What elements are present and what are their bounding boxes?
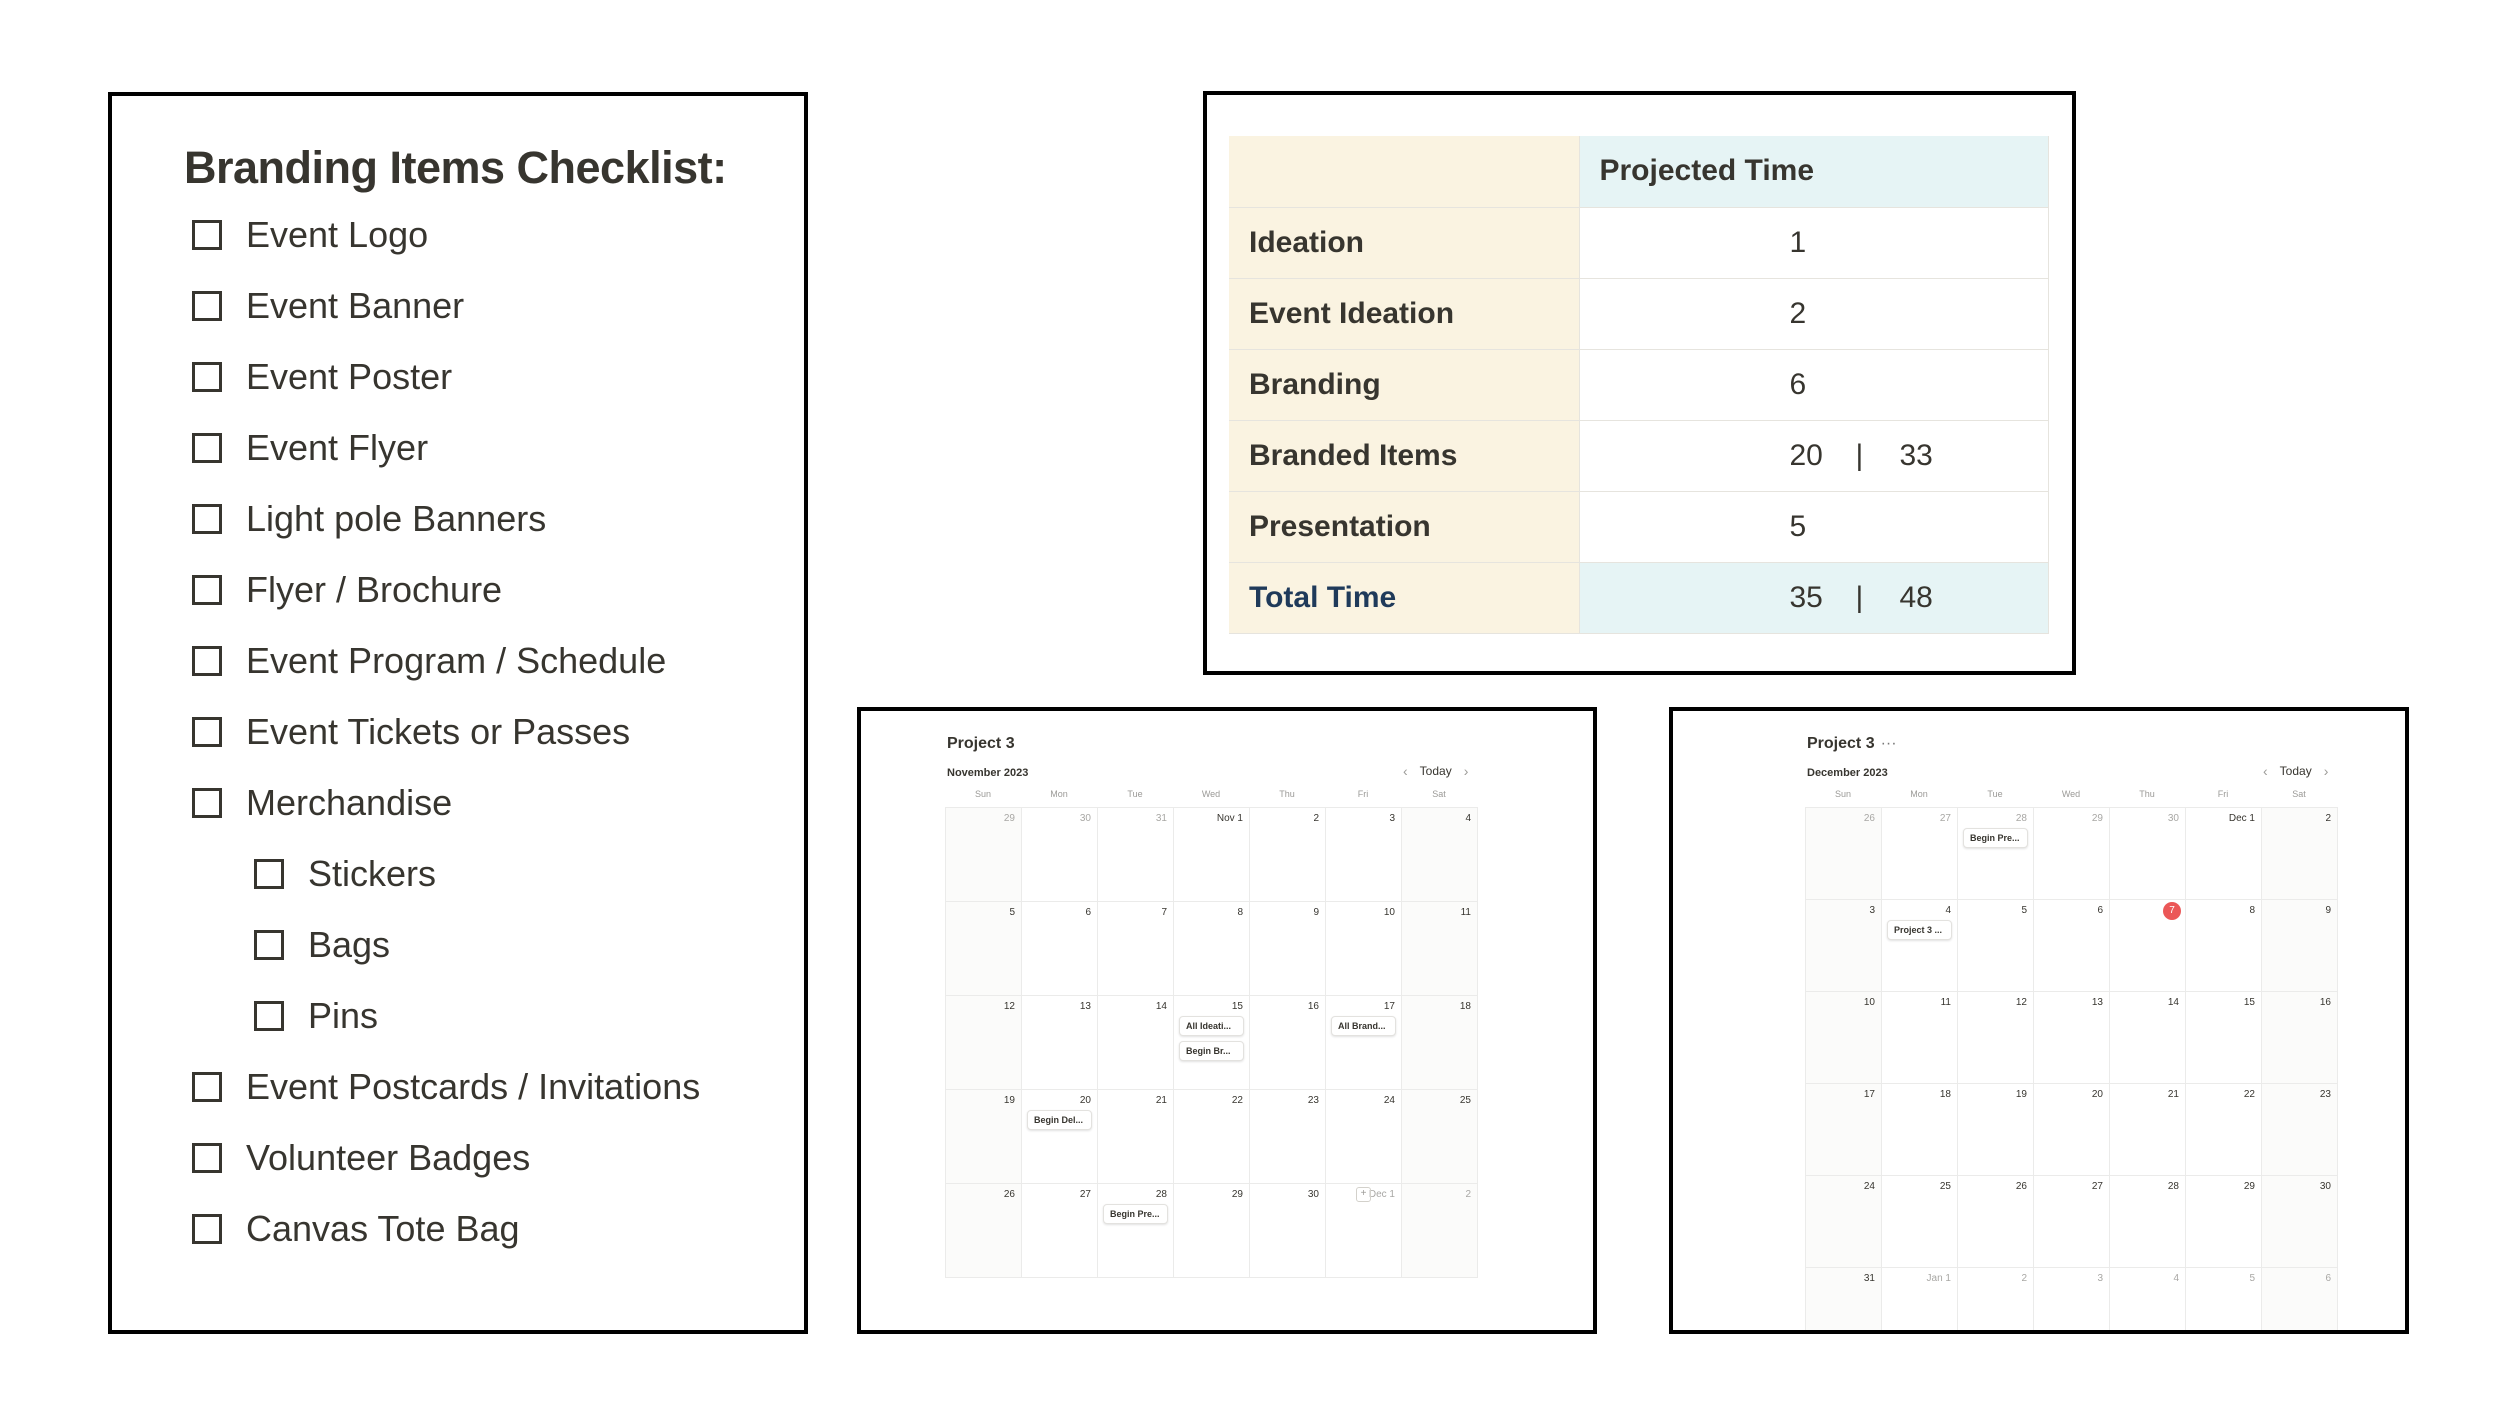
calendar-day[interactable]: [1098, 1090, 1174, 1184]
calendar-event[interactable]: All Brand...: [1331, 1016, 1396, 1036]
day-number: Dec 1: [1368, 1189, 1395, 1200]
calendar-event[interactable]: Begin Del...: [1027, 1110, 1092, 1130]
calendar-week: [946, 808, 1478, 902]
calendar-day[interactable]: [1022, 996, 1098, 1090]
day-number: 7: [1161, 907, 1167, 918]
checkbox[interactable]: [192, 575, 222, 605]
checklist-item: [254, 844, 436, 904]
calendar-day[interactable]: [2110, 1176, 2186, 1268]
calendar-day[interactable]: [2262, 992, 2338, 1084]
calendar-day[interactable]: [1250, 808, 1326, 902]
calendar-day[interactable]: [2262, 1176, 2338, 1268]
day-number: 2: [1465, 1189, 1471, 1200]
calendar-day[interactable]: [2262, 900, 2338, 992]
checkbox[interactable]: [254, 859, 284, 889]
calendar-title-text: Project 3: [947, 735, 1015, 752]
checklist-item: [192, 560, 502, 620]
checkbox[interactable]: [192, 220, 222, 250]
calendar-week: [946, 902, 1478, 996]
calendar-day[interactable]: [1402, 808, 1478, 902]
today-button[interactable]: Today: [1419, 764, 1452, 778]
today-button[interactable]: Today: [2279, 764, 2312, 778]
day-number: 24: [1863, 1181, 1875, 1192]
weekday-label: Wed: [2061, 789, 2081, 799]
checkbox[interactable]: [192, 362, 222, 392]
day-number: Nov 1: [1216, 813, 1243, 824]
day-number: 16: [2319, 997, 2331, 1008]
day-number: 3: [1869, 905, 1875, 916]
more-icon[interactable]: ···: [1880, 735, 1897, 752]
calendar-day[interactable]: [1174, 1184, 1250, 1278]
checklist-item-label: Event Poster: [246, 356, 453, 397]
projected-time-panel: [1203, 91, 2076, 675]
checklist-item-label: Event Banner: [246, 285, 465, 326]
checklist-item-label: Event Postcards / Invitations: [246, 1066, 701, 1107]
calendar-day[interactable]: [2034, 1176, 2110, 1268]
weekday-label: Tue: [1127, 789, 1143, 799]
day-number: 6: [1085, 907, 1091, 918]
chevron-left-icon[interactable]: ‹: [2263, 763, 2268, 779]
calendar-event[interactable]: All Ideati...: [1179, 1016, 1244, 1036]
checkbox[interactable]: [192, 504, 222, 534]
checklist-item-label: Volunteer Badges: [246, 1137, 531, 1178]
table-row: [1229, 420, 2048, 491]
row-value: [1579, 491, 2048, 562]
day-number: 2: [1313, 813, 1319, 824]
chevron-right-icon[interactable]: ›: [1463, 763, 1469, 779]
row-label: Branding: [1229, 349, 1579, 420]
calendar-day[interactable]: [1402, 996, 1478, 1090]
time-value-alt: 48: [1899, 580, 1933, 614]
calendar-day[interactable]: [1022, 1090, 1098, 1184]
checklist-item: [192, 631, 666, 691]
calendar-day[interactable]: [2262, 1268, 2338, 1334]
checklist-item-label: Event Tickets or Passes: [246, 711, 631, 752]
calendar-day[interactable]: [1882, 992, 1958, 1084]
calendar-day[interactable]: [2110, 1268, 2186, 1334]
calendar-day[interactable]: [1174, 808, 1250, 902]
day-number: 14: [1155, 1001, 1167, 1012]
calendar-day[interactable]: [1806, 1084, 1882, 1176]
day-number: 6: [2097, 905, 2103, 916]
calendar-day[interactable]: [1022, 808, 1098, 902]
calendar-day[interactable]: [1098, 996, 1174, 1090]
value-separator: |: [1855, 580, 1864, 614]
calendar-day[interactable]: [1402, 902, 1478, 996]
weekday-label: Mon: [1050, 789, 1068, 799]
calendar-grid: [945, 807, 1478, 1278]
value-group: [1580, 368, 2048, 402]
calendar-event[interactable]: Begin Br...: [1179, 1041, 1244, 1061]
day-number: 25: [1939, 1181, 1951, 1192]
calendar-event[interactable]: Project 3 ...: [1887, 920, 1952, 940]
calendar-day[interactable]: [1250, 902, 1326, 996]
checkbox[interactable]: [192, 1072, 222, 1102]
calendar-day[interactable]: [2034, 808, 2110, 900]
calendar-day[interactable]: [1098, 1184, 1174, 1278]
calendar-day[interactable]: [1958, 900, 2034, 992]
day-number: 31: [1863, 1273, 1875, 1284]
checklist-item-label: Merchandise: [246, 782, 453, 823]
day-number: 30: [1079, 813, 1091, 824]
day-number: 19: [2015, 1089, 2027, 1100]
weekday-label: Sat: [2292, 789, 2306, 799]
calendar-week: [946, 1184, 1478, 1278]
calendar-day[interactable]: [2110, 900, 2186, 992]
calendar-day[interactable]: [1806, 900, 1882, 992]
checklist-item: [254, 986, 378, 1046]
checkbox[interactable]: [192, 433, 222, 463]
day-number: Dec 1: [2228, 813, 2255, 824]
calendar-day[interactable]: [1882, 1176, 1958, 1268]
weekday-label: Wed: [1201, 789, 1221, 799]
checklist-item-label: Light pole Banners: [246, 498, 547, 539]
day-number: 5: [2249, 1273, 2255, 1284]
day-number: 24: [1383, 1095, 1395, 1106]
calendar-day[interactable]: [1326, 1184, 1402, 1278]
checklist-item-label: Stickers: [308, 853, 437, 894]
calendar-title: [947, 735, 1021, 753]
day-number: 11: [1940, 997, 1951, 1008]
weekday-label: Fri: [2217, 789, 2229, 799]
checkbox[interactable]: [192, 1214, 222, 1244]
checklist-item-label: Event Flyer: [246, 427, 429, 468]
value-group: [1580, 581, 2048, 615]
calendar-day[interactable]: [1250, 996, 1326, 1090]
checklist-item: [192, 489, 546, 549]
calendar-day[interactable]: [1098, 902, 1174, 996]
weekday-label: Fri: [1357, 789, 1369, 799]
calendar-day[interactable]: [1326, 902, 1402, 996]
day-number: 30: [1307, 1189, 1319, 1200]
day-number: 26: [1003, 1189, 1015, 1200]
calendar-day[interactable]: [946, 1090, 1022, 1184]
day-number: 28: [2167, 1181, 2179, 1192]
calendar-nav: [2263, 763, 2328, 779]
day-number: 28: [1155, 1189, 1167, 1200]
table-row: [1229, 491, 2048, 562]
weekday-label: Sun: [974, 789, 991, 799]
day-number: 8: [2249, 905, 2255, 916]
checklist-item: [192, 1057, 700, 1117]
calendar-november: [857, 707, 1597, 1334]
calendar-day[interactable]: [2262, 808, 2338, 900]
calendar-week: [946, 996, 1478, 1090]
calendar-day[interactable]: [1174, 1090, 1250, 1184]
calendar-day[interactable]: [1174, 996, 1250, 1090]
day-number: 28: [2015, 813, 2027, 824]
checkbox[interactable]: [192, 291, 222, 321]
day-number: 27: [1939, 813, 1951, 824]
table-row: [1229, 349, 2048, 420]
calendar-day[interactable]: [1806, 1176, 1882, 1268]
day-number: 20: [1079, 1095, 1091, 1106]
day-number: 4: [1945, 905, 1951, 916]
day-number: 15: [2243, 997, 2255, 1008]
calendar-week: [1806, 1176, 2338, 1268]
calendar-day[interactable]: [2186, 992, 2262, 1084]
day-number: 20: [2091, 1089, 2103, 1100]
day-number: 4: [2173, 1273, 2179, 1284]
checklist-item-label: Bags: [308, 924, 391, 965]
day-number: 6: [2325, 1273, 2331, 1284]
calendar-day[interactable]: [1806, 1268, 1882, 1334]
calendar-day[interactable]: [1806, 808, 1882, 900]
day-number: 31: [1155, 813, 1167, 824]
projected-time-table: [1229, 136, 2049, 634]
calendar-day[interactable]: [2110, 992, 2186, 1084]
row-label: Total Time: [1229, 562, 1579, 633]
calendar-event[interactable]: Begin Pre...: [1963, 828, 2028, 848]
checklist-item: [192, 418, 428, 478]
calendar-day[interactable]: [2034, 992, 2110, 1084]
day-number: 5: [2021, 905, 2027, 916]
calendar-day[interactable]: [1958, 1084, 2034, 1176]
checklist-item: [192, 773, 452, 833]
calendar-event[interactable]: Begin Pre...: [1103, 1204, 1168, 1224]
calendar-week: [946, 1090, 1478, 1184]
day-number: 8: [1237, 907, 1243, 918]
row-label: Event Ideation: [1229, 278, 1579, 349]
calendar-day[interactable]: [1806, 992, 1882, 1084]
calendar-day[interactable]: [1958, 1176, 2034, 1268]
calendar-day[interactable]: [2186, 1268, 2262, 1334]
day-number: 23: [2319, 1089, 2331, 1100]
checklist-item: [254, 915, 390, 975]
day-number: 5: [1009, 907, 1015, 918]
calendar-day[interactable]: [1174, 902, 1250, 996]
chevron-left-icon[interactable]: ‹: [1403, 763, 1408, 779]
calendar-day[interactable]: [1402, 1184, 1478, 1278]
day-number: 27: [2091, 1181, 2103, 1192]
value-separator: |: [1855, 438, 1864, 472]
calendar-day[interactable]: [1326, 808, 1402, 902]
chevron-right-icon[interactable]: ›: [2323, 763, 2329, 779]
day-number: 12: [2015, 997, 2027, 1008]
calendar-month-label: December 2023: [1807, 767, 1888, 779]
checkbox[interactable]: [254, 1001, 284, 1031]
day-number: 26: [2015, 1181, 2027, 1192]
calendar-day[interactable]: [2186, 808, 2262, 900]
checklist-item: [192, 1128, 530, 1188]
day-number: 18: [1939, 1089, 1951, 1100]
day-number: 19: [1003, 1095, 1015, 1106]
calendar-day[interactable]: [2034, 900, 2110, 992]
day-number: 10: [1383, 907, 1395, 918]
branding-checklist-panel: [108, 92, 808, 1334]
calendar-day[interactable]: [1326, 996, 1402, 1090]
day-number: 27: [1079, 1189, 1091, 1200]
header-empty-cell: [1229, 136, 1579, 207]
calendar-day[interactable]: [2034, 1084, 2110, 1176]
calendar-day[interactable]: [2262, 1084, 2338, 1176]
row-label: Branded Items: [1229, 420, 1579, 491]
calendar-day[interactable]: [1882, 900, 1958, 992]
checklist-item: [192, 347, 452, 407]
table-row: [1229, 278, 2048, 349]
day-number: 30: [2319, 1181, 2331, 1192]
day-number: 9: [2325, 905, 2331, 916]
calendar-day[interactable]: [946, 808, 1022, 902]
checkbox[interactable]: [192, 646, 222, 676]
calendar-day[interactable]: [1958, 992, 2034, 1084]
calendar-day[interactable]: [946, 996, 1022, 1090]
row-value: [1579, 349, 2048, 420]
calendar-day[interactable]: [1958, 1268, 2034, 1334]
day-number: 29: [1003, 813, 1015, 824]
calendar-title-text: Project 3: [1807, 735, 1875, 752]
calendar-day[interactable]: [2186, 1176, 2262, 1268]
calendar-day[interactable]: [1250, 1090, 1326, 1184]
checkbox[interactable]: [254, 930, 284, 960]
day-number: 2: [2021, 1273, 2027, 1284]
weekday-label: Mon: [1910, 789, 1928, 799]
checkbox[interactable]: [192, 788, 222, 818]
calendar-day[interactable]: [1022, 902, 1098, 996]
calendar-day[interactable]: [2186, 900, 2262, 992]
calendar-day[interactable]: [1958, 808, 2034, 900]
day-number: 7: [2163, 902, 2181, 920]
day-number: 17: [1863, 1089, 1875, 1100]
calendar-week: [1806, 992, 2338, 1084]
weekday-header: [945, 789, 1477, 799]
day-number: 23: [1307, 1095, 1319, 1106]
day-number: 18: [1459, 1001, 1471, 1012]
value-group: [1580, 439, 2048, 473]
time-value: 20: [1789, 438, 1823, 472]
row-label: Ideation: [1229, 207, 1579, 278]
row-value: [1579, 420, 2048, 491]
row-label: Presentation: [1229, 491, 1579, 562]
day-number: 3: [1389, 813, 1395, 824]
row-value: [1579, 207, 2048, 278]
calendar-day[interactable]: [946, 1184, 1022, 1278]
day-number: Jan 1: [1926, 1273, 1951, 1284]
row-value: [1579, 562, 2048, 633]
table-header-row: [1229, 136, 2048, 207]
checklist-item-label: Flyer / Brochure: [246, 569, 503, 610]
checklist-item: [192, 1199, 520, 1259]
calendar-day[interactable]: [1022, 1184, 1098, 1278]
day-number: 14: [2167, 997, 2179, 1008]
day-number: 26: [1863, 813, 1875, 824]
calendar-week: [1806, 1268, 2338, 1334]
checkbox[interactable]: [192, 1143, 222, 1173]
day-number: 12: [1003, 1001, 1015, 1012]
calendar-day[interactable]: [1402, 1090, 1478, 1184]
checklist-title: Branding Items Checklist:: [184, 142, 727, 193]
day-number: 29: [1231, 1189, 1243, 1200]
calendar-day[interactable]: [1098, 808, 1174, 902]
day-number: 30: [2167, 813, 2179, 824]
time-value: 35: [1789, 580, 1823, 614]
calendar-day[interactable]: [2186, 1084, 2262, 1176]
day-number: 25: [1459, 1095, 1471, 1106]
add-event-icon[interactable]: +: [1356, 1187, 1371, 1202]
day-number: 4: [1465, 813, 1471, 824]
calendar-week: [1806, 900, 2338, 992]
checklist-item-label: Event Program / Schedule: [246, 640, 667, 681]
weekday-label: Sat: [1432, 789, 1446, 799]
day-number: 13: [2091, 997, 2103, 1008]
weekday-label: Sun: [1834, 789, 1851, 799]
day-number: 21: [1155, 1095, 1167, 1106]
day-number: 29: [2243, 1181, 2255, 1192]
day-number: 10: [1863, 997, 1875, 1008]
day-number: 22: [1231, 1095, 1243, 1106]
projected-time-header: Projected Time: [1579, 136, 2048, 207]
calendar-day[interactable]: [1250, 1184, 1326, 1278]
calendar-day[interactable]: [1882, 1268, 1958, 1334]
row-value: [1579, 278, 2048, 349]
calendar-week: [1806, 808, 2338, 900]
calendar-day[interactable]: [1326, 1090, 1402, 1184]
day-number: 21: [2167, 1089, 2179, 1100]
time-value-alt: 33: [1899, 438, 1933, 472]
calendar-title: [1807, 735, 1897, 753]
day-number: 11: [1460, 907, 1471, 918]
calendar-nav: [1403, 763, 1468, 779]
time-value: 5: [1789, 509, 1807, 543]
day-number: 15: [1231, 1001, 1243, 1012]
calendar-month-label: November 2023: [947, 767, 1029, 779]
weekday-label: Thu: [1279, 789, 1295, 799]
time-value: 1: [1789, 225, 1807, 259]
table-row: [1229, 207, 2048, 278]
value-group: [1580, 510, 2048, 544]
calendar-day[interactable]: [2034, 1268, 2110, 1334]
day-number: 3: [2097, 1273, 2103, 1284]
checklist-item: [192, 205, 428, 265]
weekday-label: Thu: [2139, 789, 2155, 799]
weekday-header: [1805, 789, 2337, 799]
day-number: 16: [1307, 1001, 1319, 1012]
checklist-item: [192, 702, 630, 762]
day-number: 9: [1313, 907, 1319, 918]
value-group: [1580, 297, 2048, 331]
day-number: 13: [1079, 1001, 1091, 1012]
day-number: 22: [2243, 1089, 2255, 1100]
checklist-item-label: Canvas Tote Bag: [246, 1208, 520, 1249]
calendar-december: [1669, 707, 2409, 1334]
calendar-day[interactable]: [1882, 808, 1958, 900]
checkbox[interactable]: [192, 717, 222, 747]
calendar-day[interactable]: [2110, 1084, 2186, 1176]
checklist-item: [192, 276, 464, 336]
calendar-day[interactable]: [2110, 808, 2186, 900]
day-number: 2: [2325, 813, 2331, 824]
calendar-day[interactable]: [1882, 1084, 1958, 1176]
time-value: 2: [1789, 296, 1807, 330]
checklist-item-label: Pins: [308, 995, 379, 1036]
day-number: 29: [2091, 813, 2103, 824]
calendar-week: [1806, 1084, 2338, 1176]
checklist-item-label: Event Logo: [246, 214, 429, 255]
calendar-day[interactable]: [946, 902, 1022, 996]
table-row: [1229, 562, 2048, 633]
calendar-grid: [1805, 807, 2338, 1334]
weekday-label: Tue: [1987, 789, 2003, 799]
time-value: 6: [1789, 367, 1807, 401]
day-number: 17: [1383, 1001, 1395, 1012]
value-group: [1580, 226, 2048, 260]
